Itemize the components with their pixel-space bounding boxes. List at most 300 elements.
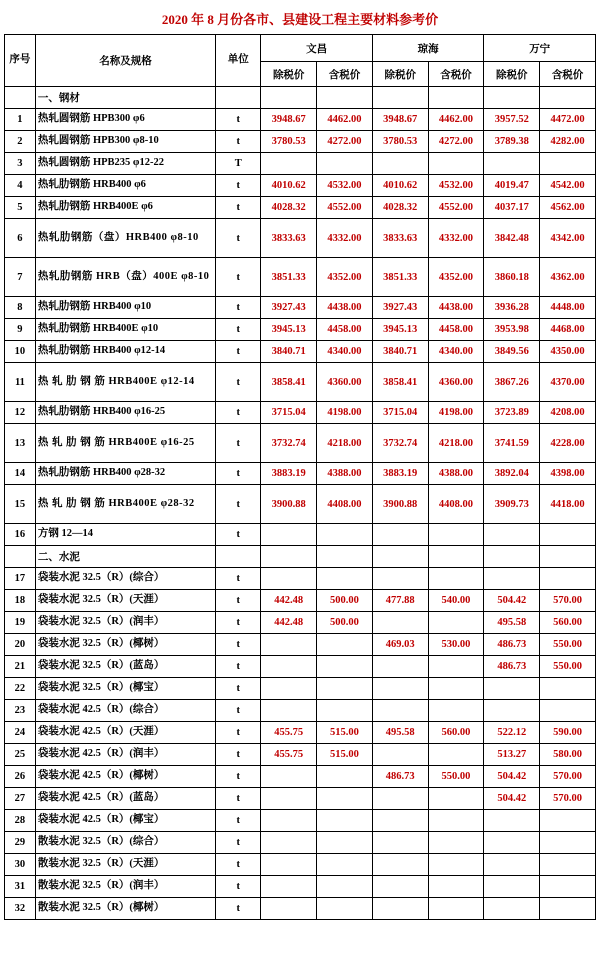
row-material-name: 热轧肋钢筋 HRB400 φ16-25 — [35, 402, 215, 424]
table-row — [5, 524, 596, 546]
price-wenchang-extax: 3927.43 — [261, 297, 317, 319]
row-index: 28 — [5, 810, 36, 832]
price-wenchang-intax: 4198.00 — [317, 402, 373, 424]
price-wanning-intax: 4228.00 — [540, 424, 596, 463]
row-material-name: 热轧圆钢筋 HPB300 φ8-10 — [35, 131, 215, 153]
price-wenchang-intax — [317, 876, 373, 898]
price-qionghai-intax: 540.00 — [428, 590, 484, 612]
row-unit: t — [216, 131, 261, 153]
price-wanning-extax: 486.73 — [484, 634, 540, 656]
row-material-name: 袋装水泥 42.5（R）(润丰） — [35, 744, 215, 766]
price-wanning-extax — [484, 678, 540, 700]
section-index-cell — [5, 87, 36, 109]
row-material-name: 散装水泥 32.5（R）(润丰） — [35, 876, 215, 898]
row-index: 27 — [5, 788, 36, 810]
section-price-cell — [372, 87, 428, 109]
section-price-cell — [317, 546, 373, 568]
table-row — [5, 568, 596, 590]
price-qionghai-extax: 3883.19 — [372, 463, 428, 485]
price-wanning-intax: 4350.00 — [540, 341, 596, 363]
price-qionghai-intax: 4458.00 — [428, 319, 484, 341]
price-wanning-extax: 3953.98 — [484, 319, 540, 341]
price-qionghai-extax: 3945.13 — [372, 319, 428, 341]
row-index: 23 — [5, 700, 36, 722]
price-qionghai-extax: 4028.32 — [372, 197, 428, 219]
price-wanning-intax: 570.00 — [540, 766, 596, 788]
row-material-name: 热轧肋钢筋 HRB400 φ6 — [35, 175, 215, 197]
row-unit: t — [216, 197, 261, 219]
price-wanning-intax — [540, 568, 596, 590]
price-wanning-intax: 4448.00 — [540, 297, 596, 319]
price-wenchang-extax — [261, 153, 317, 175]
section-unit-cell — [216, 87, 261, 109]
section-price-cell — [540, 546, 596, 568]
row-unit: t — [216, 810, 261, 832]
price-qionghai-extax: 3780.53 — [372, 131, 428, 153]
price-qionghai-extax: 3948.67 — [372, 109, 428, 131]
row-material-name: 热轧圆钢筋 HPB300 φ6 — [35, 109, 215, 131]
row-unit: t — [216, 898, 261, 920]
table-row — [5, 319, 596, 341]
price-qionghai-extax — [372, 524, 428, 546]
row-unit: t — [216, 109, 261, 131]
price-wenchang-intax: 4408.00 — [317, 485, 373, 524]
price-wenchang-extax: 3883.19 — [261, 463, 317, 485]
row-material-name: 热 轧 肋 钢 筋 HRB400E φ28-32 — [35, 485, 215, 524]
price-wanning-intax — [540, 700, 596, 722]
price-wenchang-intax — [317, 700, 373, 722]
price-wenchang-intax — [317, 656, 373, 678]
price-qionghai-intax: 530.00 — [428, 634, 484, 656]
price-qionghai-intax: 4360.00 — [428, 363, 484, 402]
row-material-name: 方钢 12—14 — [35, 524, 215, 546]
price-wenchang-intax: 500.00 — [317, 590, 373, 612]
row-unit: t — [216, 363, 261, 402]
table-row — [5, 219, 596, 258]
price-wenchang-extax — [261, 898, 317, 920]
price-wanning-extax — [484, 898, 540, 920]
row-material-name: 热轧肋钢筋 HRB400 φ12-14 — [35, 341, 215, 363]
header-price-extax-wanning: 除税价 — [484, 62, 540, 87]
price-wenchang-extax — [261, 876, 317, 898]
price-wanning-intax: 4362.00 — [540, 258, 596, 297]
price-qionghai-intax: 4532.00 — [428, 175, 484, 197]
row-index: 24 — [5, 722, 36, 744]
price-wenchang-intax — [317, 568, 373, 590]
price-wanning-intax: 4208.00 — [540, 402, 596, 424]
row-unit: t — [216, 175, 261, 197]
row-index: 19 — [5, 612, 36, 634]
price-qionghai-extax — [372, 854, 428, 876]
row-material-name: 袋装水泥 32.5（R）(天涯） — [35, 590, 215, 612]
row-unit: t — [216, 854, 261, 876]
price-wenchang-extax: 442.48 — [261, 612, 317, 634]
table-row — [5, 590, 596, 612]
price-wenchang-extax — [261, 788, 317, 810]
price-qionghai-extax — [372, 568, 428, 590]
price-qionghai-extax: 477.88 — [372, 590, 428, 612]
table-row — [5, 656, 596, 678]
row-unit: t — [216, 634, 261, 656]
row-material-name: 袋装水泥 32.5（R）(椰树） — [35, 634, 215, 656]
price-qionghai-extax — [372, 898, 428, 920]
price-wenchang-intax — [317, 898, 373, 920]
row-unit: t — [216, 258, 261, 297]
row-unit: t — [216, 656, 261, 678]
table-row — [5, 898, 596, 920]
row-material-name: 袋装水泥 42.5（R）(天涯） — [35, 722, 215, 744]
price-wanning-extax: 3957.52 — [484, 109, 540, 131]
price-wenchang-intax — [317, 153, 373, 175]
price-wanning-intax: 590.00 — [540, 722, 596, 744]
row-unit: t — [216, 832, 261, 854]
row-material-name: 热轧肋钢筋（盘）HRB400 φ8-10 — [35, 219, 215, 258]
row-index: 6 — [5, 219, 36, 258]
price-wenchang-intax: 4438.00 — [317, 297, 373, 319]
row-index: 21 — [5, 656, 36, 678]
table-row — [5, 175, 596, 197]
price-wenchang-extax: 3833.63 — [261, 219, 317, 258]
section-price-cell — [428, 546, 484, 568]
row-material-name: 袋装水泥 42.5（R）(椰宝） — [35, 810, 215, 832]
row-index: 17 — [5, 568, 36, 590]
section-unit-cell — [216, 546, 261, 568]
price-wanning-intax — [540, 678, 596, 700]
price-wenchang-intax: 4272.00 — [317, 131, 373, 153]
price-qionghai-extax — [372, 153, 428, 175]
price-wanning-intax: 4472.00 — [540, 109, 596, 131]
row-material-name: 散装水泥 32.5（R）(综合） — [35, 832, 215, 854]
price-wanning-extax: 504.42 — [484, 766, 540, 788]
price-qionghai-extax: 486.73 — [372, 766, 428, 788]
row-material-name: 袋装水泥 32.5（R）(润丰） — [35, 612, 215, 634]
price-wenchang-intax: 515.00 — [317, 722, 373, 744]
price-wanning-extax — [484, 832, 540, 854]
table-row — [5, 463, 596, 485]
header-name: 名称及规格 — [35, 35, 215, 87]
price-wanning-intax: 4468.00 — [540, 319, 596, 341]
price-wenchang-intax — [317, 766, 373, 788]
price-wanning-extax: 504.42 — [484, 788, 540, 810]
price-wenchang-extax: 3945.13 — [261, 319, 317, 341]
row-index: 4 — [5, 175, 36, 197]
price-wenchang-extax — [261, 568, 317, 590]
section-price-cell — [484, 546, 540, 568]
price-qionghai-intax — [428, 876, 484, 898]
row-material-name: 袋装水泥 32.5（R）(蓝岛） — [35, 656, 215, 678]
price-qionghai-extax — [372, 744, 428, 766]
price-wanning-extax — [484, 876, 540, 898]
price-wenchang-extax: 3858.41 — [261, 363, 317, 402]
price-wenchang-extax — [261, 634, 317, 656]
price-qionghai-extax: 3732.74 — [372, 424, 428, 463]
row-material-name: 散装水泥 32.5（R）(天涯） — [35, 854, 215, 876]
row-material-name: 袋装水泥 42.5（R）(蓝岛） — [35, 788, 215, 810]
row-material-name: 袋装水泥 42.5（R）(椰树） — [35, 766, 215, 788]
price-wanning-extax: 486.73 — [484, 656, 540, 678]
table-row — [5, 402, 596, 424]
table-row — [5, 700, 596, 722]
row-unit: t — [216, 722, 261, 744]
price-qionghai-intax: 4272.00 — [428, 131, 484, 153]
price-wenchang-intax: 500.00 — [317, 612, 373, 634]
table-row — [5, 153, 596, 175]
row-index: 30 — [5, 854, 36, 876]
price-wenchang-intax: 4552.00 — [317, 197, 373, 219]
price-qionghai-intax: 4552.00 — [428, 197, 484, 219]
page-title: 2020 年 8 月份各市、县建设工程主要材料参考价 — [161, 12, 439, 27]
price-qionghai-intax — [428, 568, 484, 590]
row-unit: t — [216, 463, 261, 485]
price-qionghai-intax — [428, 153, 484, 175]
price-wanning-intax: 4542.00 — [540, 175, 596, 197]
table-row — [5, 258, 596, 297]
header-price-extax-wenchang: 除税价 — [261, 62, 317, 87]
row-unit: t — [216, 876, 261, 898]
table-body — [5, 87, 596, 920]
header-unit: 单位 — [216, 35, 261, 87]
price-wanning-extax: 3789.38 — [484, 131, 540, 153]
price-wanning-extax: 3860.18 — [484, 258, 540, 297]
price-wanning-extax — [484, 854, 540, 876]
header-price-intax-wanning: 含税价 — [540, 62, 596, 87]
table-row — [5, 297, 596, 319]
price-qionghai-extax — [372, 612, 428, 634]
table-row — [5, 832, 596, 854]
price-qionghai-extax: 469.03 — [372, 634, 428, 656]
price-wanning-extax: 513.27 — [484, 744, 540, 766]
section-price-cell — [261, 546, 317, 568]
price-wenchang-intax — [317, 524, 373, 546]
price-wenchang-extax — [261, 854, 317, 876]
price-qionghai-intax — [428, 854, 484, 876]
price-qionghai-intax: 4408.00 — [428, 485, 484, 524]
price-qionghai-extax: 3840.71 — [372, 341, 428, 363]
price-qionghai-extax — [372, 788, 428, 810]
table-row — [5, 363, 596, 402]
price-wanning-intax — [540, 832, 596, 854]
row-unit: t — [216, 744, 261, 766]
price-wenchang-intax: 4340.00 — [317, 341, 373, 363]
row-material-name: 热轧肋钢筋 HRB（盘）400E φ8-10 — [35, 258, 215, 297]
row-unit: t — [216, 678, 261, 700]
row-unit: t — [216, 219, 261, 258]
price-wenchang-intax — [317, 678, 373, 700]
row-unit: t — [216, 297, 261, 319]
price-wanning-extax: 3936.28 — [484, 297, 540, 319]
row-index: 29 — [5, 832, 36, 854]
price-wanning-extax — [484, 810, 540, 832]
row-index: 1 — [5, 109, 36, 131]
price-wenchang-intax — [317, 788, 373, 810]
price-wanning-extax: 3849.56 — [484, 341, 540, 363]
price-wenchang-extax: 4028.32 — [261, 197, 317, 219]
row-index: 26 — [5, 766, 36, 788]
price-qionghai-intax — [428, 612, 484, 634]
row-index: 12 — [5, 402, 36, 424]
price-qionghai-intax: 4462.00 — [428, 109, 484, 131]
price-wenchang-intax: 4332.00 — [317, 219, 373, 258]
price-wanning-intax: 4282.00 — [540, 131, 596, 153]
row-unit: t — [216, 590, 261, 612]
price-qionghai-intax — [428, 656, 484, 678]
price-wanning-extax — [484, 153, 540, 175]
section-price-cell — [317, 87, 373, 109]
price-wanning-intax — [540, 524, 596, 546]
price-qionghai-intax — [428, 898, 484, 920]
price-wenchang-intax: 4360.00 — [317, 363, 373, 402]
price-qionghai-intax — [428, 744, 484, 766]
section-price-cell — [261, 87, 317, 109]
row-material-name: 热轧肋钢筋 HRB400E φ10 — [35, 319, 215, 341]
table-section-row — [5, 546, 596, 568]
row-index: 10 — [5, 341, 36, 363]
price-wenchang-intax — [317, 832, 373, 854]
price-wenchang-extax — [261, 810, 317, 832]
header-row-primary — [5, 35, 596, 62]
price-qionghai-extax: 3927.43 — [372, 297, 428, 319]
row-index: 18 — [5, 590, 36, 612]
price-wenchang-extax — [261, 766, 317, 788]
header-city-qionghai: 琼海 — [372, 35, 484, 62]
table-row — [5, 197, 596, 219]
row-index: 32 — [5, 898, 36, 920]
table-row — [5, 744, 596, 766]
row-unit: t — [216, 341, 261, 363]
price-qionghai-extax: 3900.88 — [372, 485, 428, 524]
price-wanning-intax: 4342.00 — [540, 219, 596, 258]
table-row — [5, 485, 596, 524]
row-unit: t — [216, 766, 261, 788]
price-qionghai-extax — [372, 700, 428, 722]
price-wanning-extax: 4019.47 — [484, 175, 540, 197]
row-material-name: 散装水泥 32.5（R）(椰树） — [35, 898, 215, 920]
price-qionghai-intax — [428, 788, 484, 810]
price-qionghai-extax: 3833.63 — [372, 219, 428, 258]
table-row — [5, 109, 596, 131]
price-wenchang-extax — [261, 832, 317, 854]
price-wanning-extax: 3867.26 — [484, 363, 540, 402]
price-qionghai-extax — [372, 832, 428, 854]
price-wenchang-intax: 4462.00 — [317, 109, 373, 131]
price-qionghai-intax — [428, 810, 484, 832]
table-row — [5, 131, 596, 153]
price-wenchang-intax: 4388.00 — [317, 463, 373, 485]
price-wenchang-extax: 3840.71 — [261, 341, 317, 363]
price-qionghai-extax: 3715.04 — [372, 402, 428, 424]
price-wenchang-extax — [261, 700, 317, 722]
row-index: 9 — [5, 319, 36, 341]
header-price-extax-qionghai: 除税价 — [372, 62, 428, 87]
price-wanning-intax — [540, 898, 596, 920]
table-row — [5, 766, 596, 788]
price-wenchang-extax: 3851.33 — [261, 258, 317, 297]
price-qionghai-intax: 4352.00 — [428, 258, 484, 297]
price-wanning-extax: 3842.48 — [484, 219, 540, 258]
row-unit: t — [216, 319, 261, 341]
row-material-name: 热 轧 肋 钢 筋 HRB400E φ16-25 — [35, 424, 215, 463]
price-qionghai-extax — [372, 876, 428, 898]
price-wanning-extax: 3909.73 — [484, 485, 540, 524]
price-wenchang-extax: 3780.53 — [261, 131, 317, 153]
price-wenchang-extax: 3948.67 — [261, 109, 317, 131]
price-wenchang-extax: 455.75 — [261, 744, 317, 766]
price-qionghai-intax — [428, 700, 484, 722]
price-wenchang-extax: 3732.74 — [261, 424, 317, 463]
row-material-name: 袋装水泥 32.5（R）(综合） — [35, 568, 215, 590]
row-index: 22 — [5, 678, 36, 700]
price-wenchang-intax — [317, 854, 373, 876]
price-wenchang-intax: 4458.00 — [317, 319, 373, 341]
row-material-name: 热轧圆钢筋 HPB235 φ12-22 — [35, 153, 215, 175]
row-material-name: 袋装水泥 32.5（R）(椰宝） — [35, 678, 215, 700]
price-qionghai-intax: 4218.00 — [428, 424, 484, 463]
price-wanning-extax — [484, 568, 540, 590]
price-wanning-extax — [484, 524, 540, 546]
row-material-name: 袋装水泥 42.5（R）(综合） — [35, 700, 215, 722]
price-qionghai-extax: 495.58 — [372, 722, 428, 744]
price-wanning-intax: 550.00 — [540, 634, 596, 656]
row-index: 3 — [5, 153, 36, 175]
price-qionghai-intax — [428, 524, 484, 546]
row-unit: t — [216, 485, 261, 524]
row-material-name: 热轧肋钢筋 HRB400 φ28-32 — [35, 463, 215, 485]
price-wanning-extax: 495.58 — [484, 612, 540, 634]
row-unit: t — [216, 402, 261, 424]
row-unit: t — [216, 424, 261, 463]
row-material-name: 热轧肋钢筋 HRB400 φ10 — [35, 297, 215, 319]
price-qionghai-extax — [372, 656, 428, 678]
price-wanning-intax: 560.00 — [540, 612, 596, 634]
price-wanning-intax: 580.00 — [540, 744, 596, 766]
price-qionghai-intax: 4332.00 — [428, 219, 484, 258]
price-wenchang-extax: 3900.88 — [261, 485, 317, 524]
price-wenchang-extax — [261, 656, 317, 678]
price-qionghai-extax: 3851.33 — [372, 258, 428, 297]
row-material-name: 热 轧 肋 钢 筋 HRB400E φ12-14 — [35, 363, 215, 402]
row-unit: t — [216, 788, 261, 810]
section-price-cell — [428, 87, 484, 109]
header-price-intax-qionghai: 含税价 — [428, 62, 484, 87]
table-section-row — [5, 87, 596, 109]
price-qionghai-extax: 3858.41 — [372, 363, 428, 402]
table-row — [5, 612, 596, 634]
row-unit: t — [216, 524, 261, 546]
row-index: 25 — [5, 744, 36, 766]
row-index: 2 — [5, 131, 36, 153]
price-wanning-intax — [540, 854, 596, 876]
price-wanning-extax: 522.12 — [484, 722, 540, 744]
price-qionghai-intax — [428, 832, 484, 854]
price-qionghai-intax — [428, 678, 484, 700]
row-unit: T — [216, 153, 261, 175]
price-wenchang-extax: 4010.62 — [261, 175, 317, 197]
table-row — [5, 634, 596, 656]
price-qionghai-extax — [372, 810, 428, 832]
row-index: 15 — [5, 485, 36, 524]
price-wanning-intax: 550.00 — [540, 656, 596, 678]
price-qionghai-extax — [372, 678, 428, 700]
section-label: 一、钢材 — [35, 87, 215, 109]
price-wanning-intax: 4418.00 — [540, 485, 596, 524]
table-row — [5, 810, 596, 832]
price-wanning-extax: 504.42 — [484, 590, 540, 612]
price-wenchang-intax: 515.00 — [317, 744, 373, 766]
price-wenchang-intax: 4352.00 — [317, 258, 373, 297]
price-qionghai-extax: 4010.62 — [372, 175, 428, 197]
section-price-cell — [372, 546, 428, 568]
table-row — [5, 876, 596, 898]
